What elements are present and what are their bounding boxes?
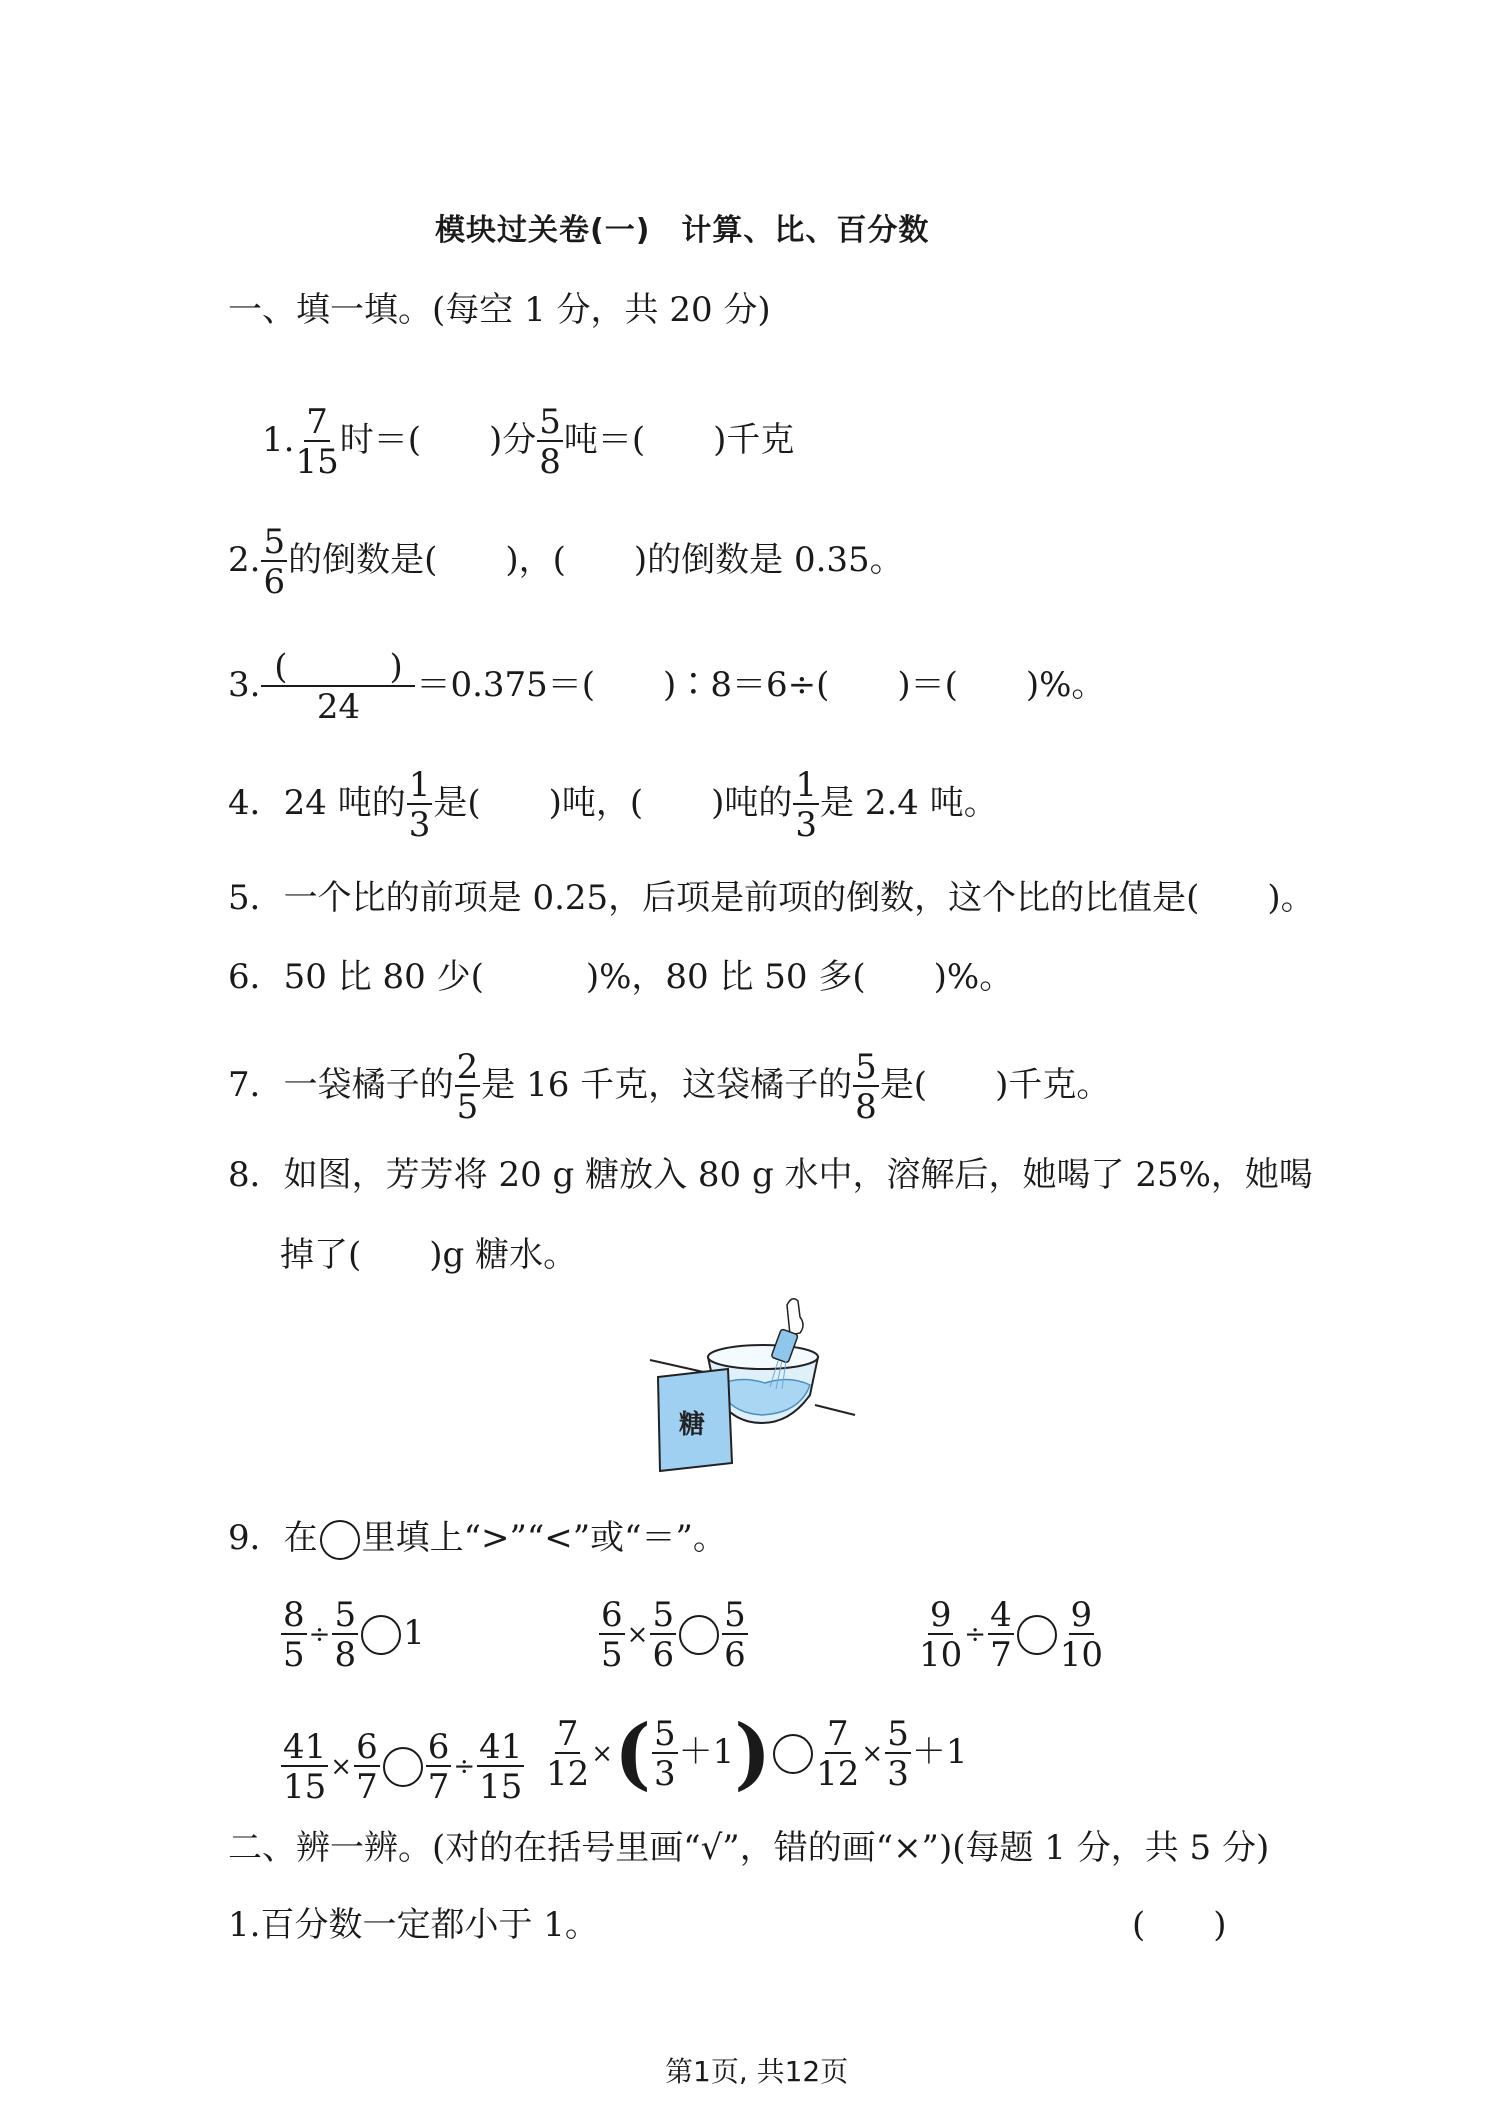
fraction: $\frac{5}{6}$	[652, 1595, 675, 1675]
fraction: $\frac{6}{7}$	[356, 1727, 378, 1807]
question-1: 1. $\frac{7}{15}$ 时＝( )分 $\frac{5}{8}$ 吨＝( )千克	[262, 402, 795, 482]
question-7: 7．一袋橘子的 $\frac{2}{5}$ 是 16 千克，这袋橘子的 $\frac{5}{8}$ 是( )千克。	[228, 1047, 1111, 1127]
compare-b: $\frac{6}{5}$ × $\frac{5}{6}$ $\frac{5}{6}$	[601, 1595, 746, 1675]
page-number: 第1页, 共12页	[665, 2055, 849, 2088]
fraction: $\frac{5}{3}$	[887, 1714, 909, 1794]
fraction: $\frac{9}{10}$	[1059, 1595, 1103, 1675]
fraction: $\frac{5}{8}$	[334, 1595, 357, 1675]
compare-circle[interactable]	[1017, 1615, 1057, 1655]
fraction: $\frac{( )}{24}$	[261, 650, 415, 724]
fraction: $\frac{5}{3}$	[653, 1714, 676, 1794]
fraction: $\frac{5}{8}$	[855, 1047, 877, 1127]
answer-blank[interactable]: ( )	[1132, 1905, 1227, 1945]
section2-heading: 二、辨一辨。(对的在括号里画“√”，错的画“×”)(每题 1 分，共 5 分)	[228, 1828, 1270, 1868]
question-4: 4．24 吨的 $\frac{1}{3}$ 是( )吨，( )吨的 $\frac{1}{3}$ 是 2.4 吨。	[228, 765, 998, 845]
question-8-line1: 8．如图，芳芳将 20 g 糖放入 80 g 水中，溶解后，她喝了 25%，她喝	[228, 1155, 1313, 1195]
compare-a: $\frac{8}{5}$ ÷ $\frac{5}{8}$ 1	[283, 1595, 425, 1675]
section1-heading: 一、填一填。(每空 1 分，共 20 分)	[228, 290, 771, 330]
fraction: $\frac{6}{7}$	[427, 1727, 450, 1807]
fraction: $\frac{1}{3}$	[408, 765, 431, 845]
compare-circle[interactable]	[361, 1615, 401, 1655]
compare-circle[interactable]	[383, 1747, 423, 1787]
sugar-water-illustration	[640, 1295, 860, 1480]
page-title: 模块过关卷(一) 计算、比、百分数	[435, 213, 930, 248]
fraction: $\frac{4}{7}$	[990, 1595, 1012, 1675]
question-6: 6．50 比 80 少( )%，80 比 50 多( )%。	[228, 957, 1014, 997]
fraction: $\frac{8}{5}$	[283, 1595, 305, 1675]
section2-question-1: 1.百分数一定都小于 1。	[228, 1905, 599, 1945]
sugar-bag-label: 糖	[678, 1410, 706, 1440]
fraction: $\frac{5}{8}$	[539, 402, 561, 482]
fraction: $\frac{1}{3}$	[795, 765, 818, 845]
fraction: $\frac{6}{5}$	[601, 1595, 623, 1675]
fraction: $\frac{9}{10}$	[919, 1595, 963, 1675]
compare-circle[interactable]	[773, 1734, 813, 1774]
compare-d: $\frac{41}{15}$ × $\frac{6}{7}$ $\frac{6}{7}$ ÷ $\frac{41}{15}$	[283, 1727, 523, 1807]
question-2: 2. $\frac{5}{6}$ 的倒数是( )，( )的倒数是 0.35。	[228, 522, 904, 602]
question-3: 3. $\frac{( )}{24}$ ＝0.375＝( )∶8＝6÷( )＝( )%。	[228, 647, 1106, 727]
fraction: $\frac{41}{15}$	[479, 1727, 523, 1807]
fraction: $\frac{2}{5}$	[456, 1047, 479, 1127]
fraction: $\frac{7}{12}$	[546, 1714, 590, 1794]
fraction: $\frac{7}{15}$	[295, 402, 339, 482]
blank-circle	[320, 1520, 360, 1560]
question-9: 9．在 里填上“>”“<”或“＝”。	[228, 1518, 727, 1558]
fraction: $\frac{5}{6}$	[263, 522, 286, 602]
fraction: $\frac{5}{6}$	[724, 1595, 746, 1675]
question-5: 5．一个比的前项是 0.25，后项是前项的倒数，这个比的比值是( )。	[228, 878, 1315, 918]
fraction: $\frac{7}{12}$	[816, 1714, 860, 1794]
compare-circle[interactable]	[679, 1615, 719, 1655]
question-8-line2: 掉了( )g 糖水。	[280, 1235, 578, 1275]
fraction: $\frac{41}{15}$	[283, 1727, 327, 1807]
compare-e: $\frac{7}{12}$ ×( $\frac{5}{3}$ ＋1) $\frac{7}{12}$ × $\frac{5}{3}$ ＋1	[546, 1708, 968, 1799]
compare-c: $\frac{9}{10}$ ÷ $\frac{4}{7}$ $\frac{9}{10}$	[919, 1595, 1103, 1675]
